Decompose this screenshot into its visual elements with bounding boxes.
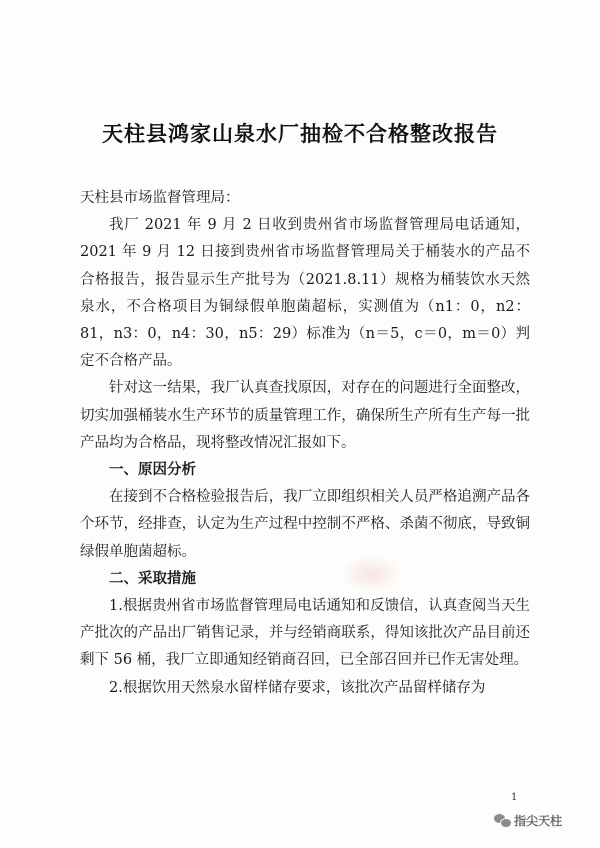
paragraph-cause: 在接到不合格检验报告后，我厂立即组织相关人员严格追溯产品各个环节，经排查，认定为生产过程中控制不严格、杀菌不彻底，导致铜绿假单胞菌超标。 — [80, 489, 530, 560]
page-title: 天柱县鸿家山泉水厂抽检不合格整改报告 — [102, 121, 498, 146]
watermark — [494, 811, 562, 829]
wechat-icon — [494, 813, 510, 827]
paragraph-notification: 我厂 2021 年 9 月 2 日收到贵州省市场监督管理局电话通知，2021 年 9 月 12 日接到贵州省市场监督管理局关于桶装水的产品不合格报告，报告显示生产批号为（2021.8.11）规格为桶装饮水天然泉水，不合格项目为铜绿假单胞菌超标，实测值为（n1：0，n2：81，n3：0，n4：30，n5：29）标准为（n＝5，c＝0，m＝0）判定不合格产品。 — [80, 217, 530, 370]
section-heading-measures: 二、采取措施 — [109, 570, 196, 587]
report-body — [80, 185, 530, 702]
watermark-text: 指尖天柱 — [514, 813, 563, 828]
salutation: 天柱县市场监督管理局： — [80, 190, 240, 206]
page-number: 1 — [511, 792, 518, 803]
faint-stamp-mark — [340, 555, 402, 593]
paragraph-measure-1: 1.根据贵州省市场监督管理局电话通知和反馈信，认真查阅当天生产批次的产品出厂销售记录，并与经销商联系，得知该批次产品目前还剩下 56 桶，我厂立即通知经销商召回，已全部召回并已作无害处理。 — [80, 598, 530, 669]
paragraph-response: 针对这一结果，我厂认真查找原因，对存在的问题进行全面整改，切实加强桶装水生产环节的质量管理工作，确保所生产所有生产每一批产品均为合格品，现将整改情况汇报如下。 — [80, 380, 530, 451]
paragraph-measure-2: 2.根据饮用天然泉水留样储存要求，该批次产品留样储存为 — [109, 679, 486, 696]
section-heading-cause: 一、原因分析 — [109, 462, 196, 479]
